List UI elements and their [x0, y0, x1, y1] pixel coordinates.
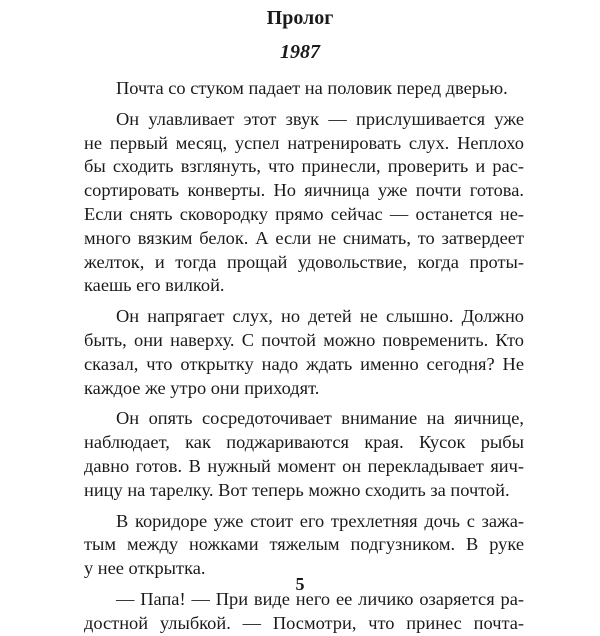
text-line: — Папа! — При виде него ее личико озаряется ра-	[116, 588, 524, 609]
paragraph-gap	[84, 503, 524, 510]
text-line: Если снять сковородку прямо сейчас — останется не-	[84, 203, 524, 224]
chapter-year: 1987	[280, 41, 320, 63]
text-line: желток, и тогда прощай удовольствие, когда проты-	[84, 251, 524, 272]
paragraph	[84, 108, 524, 298]
paragraph	[84, 77, 524, 101]
text-line: сказал, что открытку надо ждать именно сегодня? Не	[84, 353, 524, 374]
text-line: Он напрягает слух, но детей не слышно. Должно	[116, 306, 524, 327]
text-line: достной улыбкой. — Посмотри, что принес почта-	[84, 612, 524, 633]
text-line: давно готов. В нужный момент он перекладывает яич-	[84, 455, 524, 476]
text-line: сортировать конверты. Но яичница уже почти готова.	[84, 180, 524, 201]
text-line: Он опять сосредоточивает внимание на яичнице,	[116, 408, 524, 429]
text-line: каждое же утро они приходят.	[84, 377, 320, 398]
text-line: у нее открытка.	[84, 558, 206, 579]
text-line: тым между ножками тяжелым подгузником. В руке	[84, 534, 524, 555]
text-line: Почта со стуком падает на половик перед дверью.	[116, 78, 508, 98]
text-line: Он улавливает этот звук — прислушивается уже	[116, 108, 524, 129]
paragraph	[84, 407, 524, 502]
body-text	[84, 77, 524, 636]
text-line: не первый месяц, успел натренировать слух. Неплохо	[84, 132, 524, 153]
text-line: бы сходить взглянуть, что принесли, проверить и рас-	[84, 156, 524, 177]
paragraph-gap	[84, 101, 524, 108]
text-line: наблюдает, как поджариваются края. Кусок рыбы	[84, 432, 524, 453]
paragraph	[84, 588, 524, 636]
page-number: 5	[295, 574, 305, 594]
paragraph	[84, 305, 524, 400]
text-line: каешь его вилкой.	[84, 275, 225, 296]
paragraph-gap	[84, 400, 524, 407]
chapter-title: Пролог	[266, 7, 334, 29]
text-line: ницу на тарелку. Вот теперь можно сходить за почтой.	[84, 479, 510, 500]
text-line: быть, они наверху. С почтой можно повременить. Кто	[84, 329, 524, 350]
paragraph-gap	[84, 298, 524, 305]
text-line: много вязким белок. А если не снимать, то затвердеет	[84, 227, 524, 248]
text-line: В коридоре уже стоит его трехлетняя дочь с зажа-	[116, 510, 524, 531]
paragraph	[84, 510, 524, 581]
